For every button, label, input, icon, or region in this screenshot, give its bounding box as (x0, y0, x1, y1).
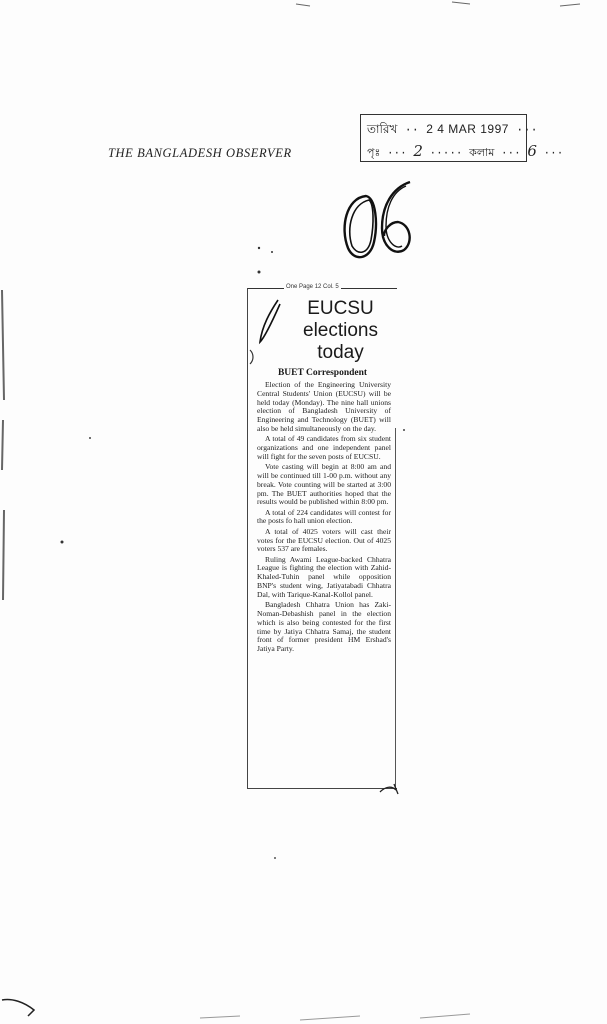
stamp-page-value: 2 (413, 142, 423, 160)
date-stamp (360, 114, 564, 162)
paragraph: Bangladesh Chhatra Union has Zaki-Noman-Debashish panel in the election which is also being contested for the first time by Jatiya Chhatra Samaj, the student front of former president HM Ershad's Jatiya Party. (257, 600, 391, 654)
continued-note: One Page 12 Col. 5 (286, 284, 339, 290)
paragraph: A total of 4025 voters will cast their votes for the EUCSU election. Out of 4025 voters 537 are females. (257, 526, 391, 554)
headline-line-2: elections (303, 320, 378, 341)
stamp-column-value: 6 (527, 142, 537, 160)
paragraph: Election of the Engineering University Central Students' Union (EUCSU) will be held today (Monday). The nine hall unions election of Bangladesh University of Engineering and Technology (BUET) will also be held simultaneously on the day. (257, 380, 391, 433)
stamp-date-value: 2 4 MAR 1997 (426, 122, 509, 136)
pen-mark (254, 298, 284, 348)
newspaper-clipping (247, 284, 397, 789)
stamp-column-label: কলাম (469, 148, 495, 160)
byline: BUET Correspondent (277, 368, 368, 378)
newspaper-name: THE BANGLADESH OBSERVER (108, 146, 292, 160)
headline-line-1: EUCSU (307, 298, 374, 319)
paragraph: A total of 224 candidates will contest for the posts fo hall union election. (257, 507, 391, 526)
paragraph: A total of 49 candidates from six student organizations and one independent panel will fight for the seven posts of EUCSU. (257, 434, 391, 461)
headline (288, 298, 393, 364)
clipping-right-rule (395, 428, 396, 790)
headline-line-3: today (317, 342, 364, 363)
article-body (257, 381, 391, 655)
stamp-page-row: পৃঃ ··· 2 ····· কলাম ··· 6 ··· (367, 142, 564, 160)
stamp-date-label: তারিখ (367, 123, 398, 137)
handwritten-number-06 (336, 176, 416, 262)
stamp-page-label: পৃঃ (367, 148, 381, 160)
paragraph: Vote casting will begin at 8:00 am and will be continued till 1-00 p.m. without any break. Vote counting will be started at 3:00 pm. The BUET authorities hoped that the results would be published within 8:00 pm. (257, 462, 391, 507)
paragraph: Ruling Awami League-backed Chhatra League is fighting the election with Zahid-Khaled-Tuhin panel while opposition BNP's student wing, Jatiyatabadi Chhatra Dal, with Tarique-Kanal-Kollol panel. (257, 554, 391, 599)
stamp-date-row: তারিখ ·· 2 4 MAR 1997 ··· (367, 122, 538, 137)
